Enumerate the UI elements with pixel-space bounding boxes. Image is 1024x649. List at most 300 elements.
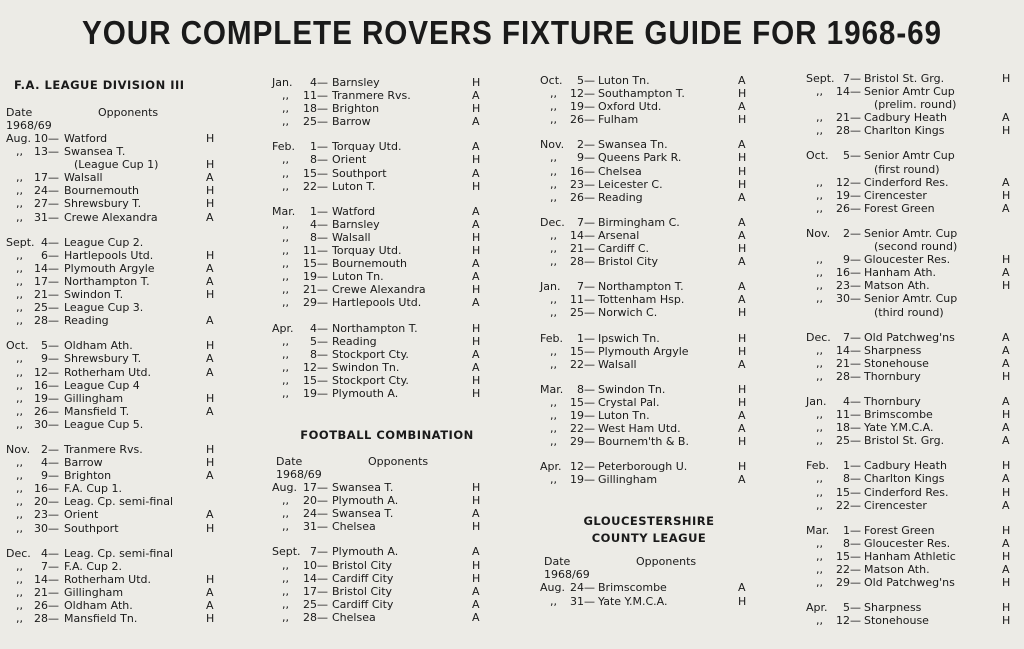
fixture-venue: A [472,597,480,611]
fixture-dash: — [850,601,861,615]
fixture-dash: — [850,485,861,499]
fixture-opponent: Luton Tn. [598,408,650,422]
fixture-day: 22 [570,357,584,371]
fixture-dash: — [584,164,595,178]
fixture-month: ,, [550,395,557,409]
league-division-3-column [6,78,234,625]
fixture-venue: A [738,473,746,487]
fixture-row [272,270,502,283]
fixture-day: 20 [34,495,48,509]
fixture-dash: — [317,76,328,89]
fixture-dash: — [584,113,595,127]
fixture-row [272,545,502,558]
fixture-dash: — [584,357,595,371]
fixture-day: 14 [836,85,850,99]
fixture-day: 7 [577,215,584,229]
fixture-opponent: Southampton T. [598,87,685,101]
fixture-dash: — [317,494,328,508]
fixture-month: ,, [816,614,823,628]
fixture-dash: — [850,253,861,267]
fixture-row [6,482,234,495]
fixture-dash: — [317,204,328,218]
fixture-dash: — [850,523,861,537]
fixture-row [272,115,502,128]
fixture-dash: — [584,382,595,396]
fixture-row [540,383,758,396]
fixture-group [6,547,234,626]
fixture-day: 1 [310,204,317,218]
fixture-venue: H [206,158,215,172]
fixture-venue: A [472,360,480,374]
fixture-opponent: Leag. Cp. semi-final [64,546,174,560]
fixture-opponent: Stonehouse [864,614,929,628]
fixture-dash: — [48,585,59,599]
football-combination-section [272,428,502,624]
fixture-row [806,370,1016,383]
fixture-group [806,601,1016,627]
fixture-dash: — [850,421,861,435]
fixture-row [6,314,234,327]
fixture-opponent: Rotherham Utd. [64,365,152,379]
fixture-month: ,, [282,296,289,310]
fixture-venue: H [738,177,747,191]
fixture-venue: A [206,469,214,483]
fixture-dash: — [584,190,595,204]
fixture-opponent: Thornbury [864,369,921,383]
fixture-row [806,292,1016,305]
fixture-venue: H [738,164,747,178]
fixture-opponent: Sharpness [864,601,922,615]
fixture-day: 15 [836,485,850,499]
fixture-opponent: Senior Amtr. Cup [864,226,958,240]
fixture-venue: A [738,74,746,87]
fixture-venue: H [472,558,481,572]
fixture-month: ,, [282,89,289,103]
fixture-opponent: Hanham Ath. [864,266,937,280]
fixture-opponent: Barnsley [332,76,380,89]
fixture-row [272,520,502,533]
fixture-venue: A [472,140,480,154]
fixture-dash: — [317,283,328,297]
fixture-month: ,, [550,435,557,449]
fixture-row [6,469,234,482]
fixture-month: Jan. [806,394,827,408]
fixture-group [806,331,1016,383]
fixture-row [6,456,234,469]
fixture-dash: — [48,456,59,470]
fixture-day: 5 [41,339,48,353]
fixture-month: ,, [282,166,289,180]
fixture-row [6,366,234,379]
fixture-month: Sept. [806,72,835,85]
fixture-opponent: Senior Amtr Cup [864,149,955,163]
fixture-opponent: Swansea T. [332,507,394,521]
fixture-venue: H [206,288,215,302]
fixture-dash: — [850,124,861,138]
fixture-dash: — [850,266,861,280]
fixture-month: Sept. [6,235,35,249]
fixture-month: ,, [282,520,289,534]
fixture-dash: — [48,521,59,535]
fixture-month: ,, [550,100,557,114]
fixture-opponent: Bournemouth [64,184,140,198]
fixture-row [6,573,234,586]
fixture-day: 17 [34,274,48,288]
fixture-venue: A [206,261,214,275]
fixture-opponent: Reading [64,314,109,328]
fixture-row [6,405,234,418]
fixture-month: ,, [282,386,289,400]
fixture-month: ,, [550,594,557,608]
fixture-day: 28 [34,314,48,328]
fixture-venue: A [206,314,214,328]
fixture-row [6,171,234,184]
fixture-month: ,, [282,360,289,374]
fixture-opponent: Peterborough U. [598,460,688,474]
fixture-opponent: West Ham Utd. [598,422,681,436]
fixture-month: ,, [16,314,23,328]
fixture-month: ,, [282,217,289,231]
fixture-row [6,508,234,521]
fixture-row [540,581,758,594]
fixture-venue: H [738,395,747,409]
fixture-opponent: Old Patchweg'ns [864,576,955,590]
fixture-month: ,, [282,584,289,598]
fixture-dash: — [48,495,59,509]
fixture-group [540,216,758,268]
fixture-venue: H [206,442,215,456]
fixture-month: ,, [282,257,289,271]
fixture-dash: — [317,584,328,598]
fixture-row [272,335,502,348]
fixture-opponent: Stockport Cty. [332,373,409,387]
fixture-day: 15 [836,549,850,563]
football-combination-heading: FOOTBALL COMBINATION [300,428,474,443]
fixture-month: ,, [16,365,23,379]
fixture-venue: H [1002,72,1011,85]
fixture-venue: A [472,610,480,624]
fixture-row [540,229,758,242]
fixture-opponent: Arsenal [598,228,640,242]
fixture-day: 16 [34,378,48,392]
fixture-dash: — [850,279,861,293]
fixture-month: ,, [550,242,557,256]
fixture-opponent: Walsall [332,230,371,244]
fixture-opponent: F.A. Cup 1. [64,482,123,496]
fixture-dash: — [317,321,328,335]
fixture-venue: H [738,382,747,396]
fixture-day: 7 [310,545,317,559]
fixture-month: ,, [16,482,23,496]
fixture-row [806,357,1016,370]
fixture-month: ,, [816,201,823,215]
fixture-dash: — [850,292,861,306]
fixture-row [540,74,758,87]
fixture-dash: — [584,293,595,307]
fixture-venue: H [1002,523,1011,537]
fixture-venue: H [1002,408,1011,422]
fixture-opponent: League Cup 2. [64,235,144,249]
fixture-day: 14 [570,228,584,242]
fixture-row [272,322,502,335]
fixture-dash: — [317,597,328,611]
fixture-opponent: Hartlepools Utd. [64,248,154,262]
fixture-row [806,472,1016,485]
fixture-dash: — [584,435,595,449]
fixture-month: ,, [16,417,23,431]
fixture-month: Aug. [540,581,565,595]
fixture-opponent: Southport [64,521,119,535]
fixture-month: ,, [816,188,823,202]
fixture-row [272,611,502,624]
fixture-opponent: Matson Ath. [864,279,930,293]
fixture-day: 24 [570,581,584,595]
fixture-opponent: Swansea T. [332,481,394,495]
fixture-venue: A [472,270,480,284]
fixture-month: ,, [550,357,557,371]
fixture-row [540,113,758,126]
fixture-day: 25 [303,115,317,129]
fixture-venue: H [206,339,215,353]
fixture-month: ,, [282,102,289,116]
fixture-dash: — [48,314,59,328]
fixture-dash: — [317,115,328,129]
fixture-day: 1 [577,331,584,345]
fixture-dash: — [584,280,595,294]
fixture-row [540,460,758,473]
fixture-opponent: Old Patchweg'ns [864,330,955,344]
fixture-row [540,332,758,345]
fixture-month: ,, [550,473,557,487]
fixture-month: Apr. [272,321,294,335]
fixture-opponent: Brimscombe [864,408,933,422]
fixture-day: 16 [34,482,48,496]
fixture-day: 4 [41,546,48,560]
fixture-opponent: Bristol City [598,255,659,269]
fixture-opponent: Gillingham [598,473,658,487]
fixture-venue: A [738,215,746,229]
fixture-row [272,481,502,494]
fixture-month: Aug. [6,132,31,145]
fixture-month: ,, [816,549,823,563]
fixture-venue: H [1002,253,1011,267]
fixture-day: 15 [303,257,317,271]
fixture-month: ,, [816,356,823,370]
fixture-venue: H [1002,369,1011,383]
fixture-opponent: Yate Y.M.C.A. [864,421,934,435]
fixture-day: 30 [836,292,850,306]
fixture-group [540,280,758,319]
fixture-venue: A [738,293,746,307]
fixture-dash: — [584,138,595,152]
fixture-venue: H [206,184,215,198]
fixture-opponent: Cinderford Res. [864,485,949,499]
fixture-day: 30 [34,417,48,431]
fixture-opponent: Shrewsbury T. [64,197,142,211]
fixture-month: ,, [550,422,557,436]
season-label: 1968/69 [544,568,590,582]
fixture-dash: — [48,235,59,249]
fixture-dash: — [584,344,595,358]
fixture-month: Oct. [6,339,29,353]
fixture-day: 5 [310,334,317,348]
fixture-month: Oct. [806,149,829,163]
fixture-day: 4 [41,235,48,249]
fixture-venue: A [472,204,480,218]
league-division-3-heading: F.A. LEAGUE DIVISION III [14,78,185,92]
fixture-row [272,387,502,400]
fixture-day: 18 [303,102,317,116]
fixture-day: 4 [310,321,317,335]
fixture-row [6,132,234,145]
gloucestershire-heading: GLOUCESTERSHIRE [583,514,715,529]
fixture-dash: — [317,373,328,387]
fixture-row [272,180,502,193]
fixture-opponent: Brimscombe [598,581,667,595]
fixture-opponent: Northampton T. [598,280,684,294]
fixture-month: ,, [816,175,823,189]
fixture-dash: — [850,563,861,576]
fixture-opponent: Chelsea [332,610,376,624]
fixture-group [806,459,1016,511]
fixture-venue: H [738,344,747,358]
fixture-opponent: Swindon Tn. [332,360,400,374]
fixture-venue: A [206,171,214,185]
fixture-opponent: League Cup 4 [64,378,140,392]
fixture-dash: — [584,215,595,229]
fixture-row [806,601,1016,614]
fixture-month: ,, [282,507,289,521]
fixture-opponent: Cardiff City [332,597,394,611]
fixture-opponent: League Cup 5. [64,417,144,431]
fixture-venue: H [472,179,481,193]
fixture-opponent: Northampton T. [332,321,418,335]
fixture-row [6,560,234,573]
fixture-day: 12 [303,360,317,374]
fixture-group [806,149,1016,214]
fixture-month: Dec. [540,215,565,229]
fixture-dash: — [48,378,59,392]
fixture-row [6,547,234,560]
fixture-row [806,189,1016,202]
fixture-row [806,344,1016,357]
fixture-opponent: Cirencester [864,188,927,202]
fixture-day: 5 [843,149,850,163]
fixture-venue: A [472,347,480,361]
fixture-dash: — [317,140,328,154]
fixture-day: 25 [836,434,850,448]
fixture-venue: A [206,404,214,418]
fixture-day: 15 [570,395,584,409]
fixture-venue: H [206,521,215,535]
fixture-venue: A [738,581,746,595]
fixture-list-combination [272,481,502,624]
fixture-opponent: Senior Amtr. Cup [864,292,958,306]
county-league-heading: COUNTY LEAGUE [591,531,707,546]
fixture-month: ,, [16,378,23,392]
fixture-group [272,76,502,128]
fixture-day: 19 [570,100,584,114]
fixture-venue: A [738,100,746,114]
fixture-row [540,473,758,486]
fixture-day: 31 [34,210,48,224]
fixture-dash: — [584,242,595,256]
fixture-day: 9 [41,352,48,366]
fixture-row [6,288,234,301]
fixture-row [272,102,502,115]
fixture-venue: A [206,599,214,612]
fixture-dash: — [48,274,59,288]
fixture-dash: — [317,270,328,284]
fixture-opponent: Walsall [64,171,103,185]
fixture-row [806,408,1016,421]
fixture-day: 21 [34,288,48,302]
fixture-day: 4 [41,456,48,470]
fixture-dash: — [850,614,861,628]
fixture-dash: — [584,422,595,436]
fixture-venue: A [1002,330,1010,344]
fixture-venue: A [738,255,746,269]
fixture-dash: — [317,507,328,521]
fixture-opponent: Forest Green [864,523,935,537]
fixture-venue: A [1002,356,1010,370]
fixture-row [540,280,758,293]
fixture-dash: — [850,149,861,163]
fixture-opponent: Watford [332,204,376,218]
fixture-month: ,, [16,469,23,483]
fixture-month: ,, [16,559,23,573]
fixture-venue: H [1002,549,1011,563]
fixture-day: 22 [836,563,850,576]
fixture-dash: — [850,85,861,99]
fixture-venue: H [206,132,215,145]
fixture-venue: A [738,280,746,294]
fixture-dash: — [317,179,328,193]
fixture-opponent: Mansfield T. [64,404,130,418]
fixture-month: ,, [816,343,823,357]
fixture-opponent: Luton T. [332,179,376,193]
fixture-day: 23 [34,508,48,522]
fixture-day: 22 [570,422,584,436]
fixture-venue: A [1002,434,1010,448]
fixture-row [6,352,234,365]
fixture-day: 24 [34,184,48,198]
fixture-venue: H [472,571,481,585]
fixture-row [806,227,1016,240]
fixture-day: 8 [310,153,317,167]
fixture-opponent: Luton Tn. [332,270,384,284]
fixture-day: 7 [843,330,850,344]
fixture-opponent: Gillingham [64,391,124,405]
fixture-month: ,, [550,228,557,242]
fixture-row [272,244,502,257]
fixture-month: ,, [16,248,23,262]
fixture-month: ,, [16,495,23,509]
fixture-venue: H [472,321,481,335]
fixture-month: Sept. [272,545,301,559]
fixture-dash: — [48,442,59,456]
fixture-day: 21 [836,111,850,125]
fixture-row [806,111,1016,124]
fixture-opponent: Tottenham Hsp. [598,293,685,307]
fixture-dash: — [317,360,328,374]
gloucestershire-county-league-section [540,514,758,607]
fixture-opponent: Shrewsbury T. [64,352,142,366]
fixture-row [806,486,1016,499]
fixture-venue: A [206,210,214,224]
fixture-dash: — [48,391,59,405]
fixture-opponent: Oxford Utd. [598,100,662,114]
